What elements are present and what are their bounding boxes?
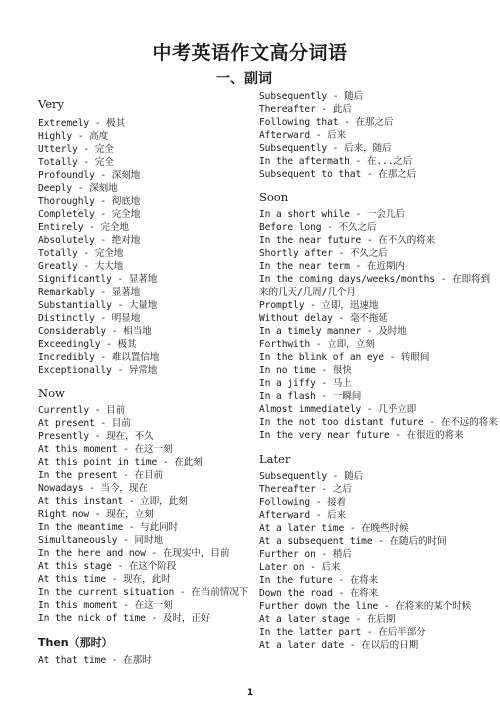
list-item: Simultaneously - 同时地	[38, 535, 163, 546]
list-item: At this stage - 在这个阶段	[38, 561, 177, 572]
list-item: Entirely - 完全地	[38, 222, 129, 233]
list-item: In a jiffy - 马上	[259, 378, 352, 389]
list-item: At a later date - 在以后的日期	[259, 640, 419, 651]
section-heading-very: Very	[38, 97, 65, 111]
list-item: Significantly - 显著地	[38, 274, 158, 285]
list-item: Before long - 不久之后	[259, 222, 377, 233]
list-item: At this point in time - 在此刻	[38, 457, 203, 468]
list-item: Totally - 完全地	[38, 248, 124, 259]
list-item: At present - 目前	[38, 418, 131, 429]
list-item: Distinctly - 明显地	[38, 313, 141, 324]
list-item: Following - 接着	[259, 497, 347, 508]
list-item: Further down the line - 在将来的某个时候	[259, 601, 472, 612]
list-item: Thoroughly - 彻底地	[38, 196, 141, 207]
list-item: At this moment - 在这一刻	[38, 444, 173, 455]
list-item: At this time - 现在，此时	[38, 574, 171, 585]
section-heading-soon: Soon	[259, 190, 289, 204]
list-item: Considerably - 相当地	[38, 326, 152, 337]
list-item: In the blink of an eye - 转眼间	[259, 352, 430, 363]
list-item: In the not too distant future - 在不远的将来	[259, 417, 498, 428]
list-item: Almost immediately - 几乎立即	[259, 404, 417, 415]
list-item: 来的几天/几周/几个月	[259, 287, 356, 298]
list-item: Profoundly - 深刻地	[38, 170, 141, 181]
list-item: In no time - 很快	[259, 365, 352, 376]
list-item: In the current situation - 在当前情况下	[38, 587, 249, 598]
list-item: At this instant - 立即，此刻	[38, 496, 188, 507]
list-item: Without delay - 毫不拖延	[259, 313, 388, 324]
list-item: In the here and now - 在现实中，目前	[38, 548, 230, 559]
list-item: Subsequently - 随后	[259, 471, 364, 482]
list-item: In the nick of time - 及时，正好	[38, 613, 211, 624]
list-item: In the future - 在将来	[259, 575, 379, 586]
list-item: At a later stage - 在后期	[259, 614, 396, 625]
list-item: Afterward - 后来	[259, 130, 347, 141]
list-item: Exceptionally - 异常地	[38, 365, 158, 376]
list-item: Following that - 在那之后	[259, 117, 394, 128]
list-item: Promptly - 立即，迅速地	[259, 300, 379, 311]
list-item: Deeply - 深刻地	[38, 183, 118, 194]
list-item: At a later time - 在晚些时候	[259, 523, 409, 534]
page-number: 1	[246, 688, 254, 698]
list-item: In the coming days/weeks/months - 在即将到	[259, 274, 490, 285]
list-item: Currently - 目前	[38, 405, 126, 416]
page-title: 中考英语作文高分词语	[152, 42, 348, 64]
list-item: In the latter part - 在后半部分	[259, 627, 426, 638]
list-item: In the near term - 在近期内	[259, 261, 405, 272]
list-item: Utterly - 完全	[38, 144, 114, 155]
list-item: At a subsequent time - 在随后的时间	[259, 536, 447, 547]
section-heading-later: Later	[259, 452, 291, 466]
list-item: Thereafter - 此后	[259, 104, 352, 115]
list-item: Right now - 现在，立刻	[38, 509, 154, 520]
list-item: In a timely manner - 及时地	[259, 326, 407, 337]
list-item: Remarkably - 显著地	[38, 287, 141, 298]
list-item: Subsequent to that - 在那之后	[259, 169, 417, 180]
list-item: In the very near future - 在很近的将来	[259, 430, 464, 441]
list-item: Subsequently - 后来，随后	[259, 143, 392, 154]
list-item: Extremely - 极其	[38, 118, 126, 129]
list-item: Incredibly - 难以置信地	[38, 352, 160, 363]
list-item: At that time - 在那时	[38, 655, 152, 666]
list-item: In the present - 在目前	[38, 470, 163, 481]
list-item: Later on - 后来	[259, 562, 341, 573]
list-item: Greatly - 大大地	[38, 261, 124, 272]
list-item: Nowadays - 当今，现在	[38, 483, 148, 494]
section-heading-now: Now	[38, 386, 65, 400]
list-item: Exceedingly - 极其	[38, 339, 137, 350]
list-item: Totally - 完全	[38, 157, 114, 168]
list-item: Forthwith - 立即，立刻	[259, 339, 375, 350]
list-item: In a short while - 一会儿后	[259, 209, 405, 220]
list-item: Thereafter - 之后	[259, 484, 352, 495]
list-item: Substantially - 大量地	[38, 300, 158, 311]
list-item: Highly - 高度	[38, 131, 109, 142]
list-item: In a flash - 一瞬间	[259, 391, 362, 402]
list-item: Absolutely - 绝对地	[38, 235, 141, 246]
section-subtitle: 一、副词	[216, 71, 272, 87]
list-item: Presently - 现在，不久	[38, 431, 154, 442]
list-item: In the aftermath - 在...之后	[259, 156, 413, 167]
list-item: In the near future - 在不久的将来	[259, 235, 436, 246]
list-item: Subsequently - 随后	[259, 91, 364, 102]
list-item: In the meantime - 与此同时	[38, 522, 179, 533]
list-item: Down the road - 在将来	[259, 588, 379, 599]
list-item: In this moment - 在这一刻	[38, 600, 173, 611]
list-item: Completely - 完全地	[38, 209, 141, 220]
list-item: Further on - 稍后	[259, 549, 352, 560]
list-item: Afterward - 后来	[259, 510, 347, 521]
list-item: Shortly after - 不久之后	[259, 248, 388, 259]
section-heading-then: Then（那时）	[38, 636, 113, 649]
